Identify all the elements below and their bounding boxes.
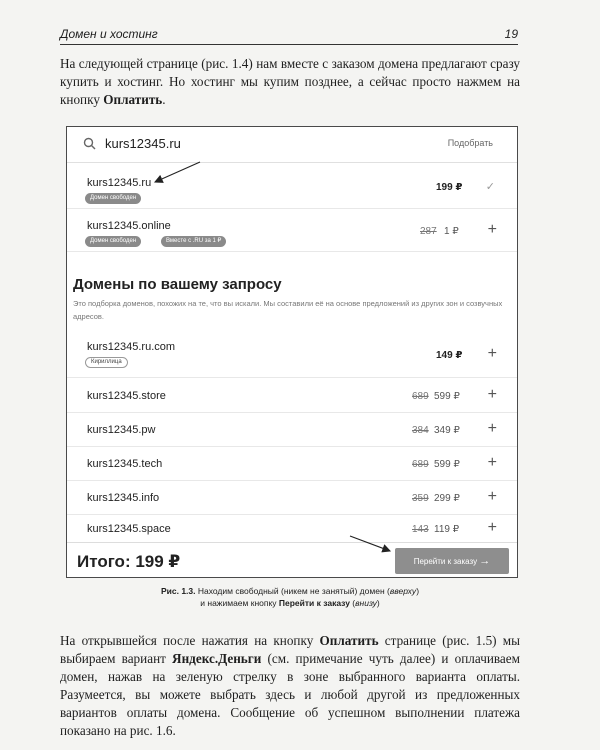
domain-price: 199 ₽ (436, 182, 463, 193)
domain-row[interactable] (67, 331, 517, 378)
total-label: Итого: (77, 552, 131, 571)
checkout-button[interactable] (395, 548, 509, 574)
domain-row[interactable] (67, 515, 517, 542)
page-number: 19 (504, 27, 518, 41)
domain-row[interactable] (67, 481, 517, 515)
domain-name: kurs12345.ru (87, 177, 152, 189)
domain-name: kurs12345.online (87, 220, 171, 232)
caption-bold: Перейти к заказу (278, 598, 350, 608)
arrow-right-icon: → (479, 555, 491, 567)
screenshot-figure (66, 126, 518, 578)
domain-name: kurs12345.store (87, 390, 166, 402)
checkout-button-label: Перейти к заказу (413, 557, 478, 566)
domain-price: 149 ₽ (436, 350, 463, 361)
status-badge: Домен свободен (85, 193, 141, 204)
domain-price: 299 ₽ (434, 493, 460, 504)
domain-row[interactable] (67, 163, 517, 209)
paragraph-text: . (162, 92, 166, 107)
domain-row[interactable] (67, 378, 517, 413)
figure-caption (60, 585, 520, 609)
paragraph-text: На следующей странице (рис. 1.4) нам вместе с заказом домена предлагают сразу купить и хостинг. Но хостинг мы купим позднее, а сейчас просто нажмем на кнопку (60, 56, 520, 107)
paragraph-payment (60, 632, 520, 740)
running-head (60, 24, 518, 45)
paragraph-intro (60, 55, 520, 109)
status-badge: Домен свободен (85, 236, 141, 247)
domain-row[interactable] (67, 447, 517, 481)
old-price: 143 (412, 524, 429, 535)
paragraph-text: странице (рис. 1.5) мы выбираем вариант (60, 633, 520, 666)
paragraph-bold: Оплатить (103, 92, 163, 107)
domain-price: 119 ₽ (434, 524, 460, 535)
plus-icon[interactable]: + (487, 488, 497, 505)
plus-icon[interactable]: + (487, 345, 497, 362)
total-amount: 199 ₽ (135, 552, 181, 571)
section-title: Домен и хостинг (60, 27, 158, 41)
caption-italic: внизу (355, 598, 377, 608)
plus-icon[interactable]: + (487, 454, 497, 471)
old-price: 689 (412, 391, 429, 402)
plus-icon[interactable]: + (487, 519, 497, 536)
caption-italic: вверху (389, 586, 417, 596)
order-total (77, 552, 180, 572)
domain-name: kurs12345.pw (87, 424, 156, 436)
domain-price: 1 ₽ (444, 226, 459, 237)
old-price: 359 (412, 493, 429, 504)
suggestions-title: Домены по вашему запросу (73, 276, 282, 293)
search-input[interactable]: kurs12345.ru (105, 136, 181, 151)
check-icon[interactable]: ✓ (485, 181, 495, 193)
domain-name: kurs12345.ru.com (87, 341, 176, 353)
old-price: 689 (412, 459, 429, 470)
plus-icon[interactable]: + (487, 221, 497, 238)
total-bar (67, 542, 517, 578)
suggestions-description: Это подборка доменов, похожих на те, что вы искали. Мы составили её на основе предложений из других зон и созвучных адресов. (73, 299, 503, 321)
promo-badge: Вместе с .RU за 1 ₽ (161, 236, 226, 247)
caption-text: и нажимаем кнопку (200, 598, 279, 608)
paragraph-text: На открывшейся после нажатия на кнопку (60, 633, 320, 648)
domain-price: 599 ₽ (434, 391, 460, 402)
caption-label: Рис. 1.3. (160, 586, 196, 596)
plus-icon[interactable]: + (487, 420, 497, 437)
pick-button[interactable]: Подобрать (447, 138, 493, 148)
domain-row[interactable] (67, 413, 517, 447)
cyrillic-badge: Кириллица (85, 357, 128, 368)
domain-name: kurs12345.tech (87, 458, 163, 470)
caption-text: Находим свободный (никем не занятый) домен ( (195, 586, 390, 596)
domain-price: 599 ₽ (434, 459, 460, 470)
plus-icon[interactable]: + (487, 386, 497, 403)
paragraph-bold: Яндекс.Деньги (172, 651, 262, 666)
domain-row[interactable] (67, 209, 517, 252)
caption-text: ( (349, 598, 356, 608)
old-price: 287 (420, 226, 437, 237)
search-icon (83, 137, 96, 155)
paragraph-bold: Оплатить (319, 633, 379, 648)
old-price: 384 (412, 425, 429, 436)
caption-text: ) (416, 586, 420, 596)
domain-name: kurs12345.info (87, 492, 160, 504)
domain-name: kurs12345.space (87, 523, 171, 535)
caption-text: ) (376, 598, 380, 608)
paragraph-text: (см. примечание чуть далее) и оплачиваем домен, нажав на зеленую стрелку в зоне выбранного варианта оплаты. Разумеется, вы можете выбрать здесь и любой другой из предложенных вариантов оплаты домена. Сообщение об успешном выполнении платежа показано на рис. 1.6. (60, 651, 520, 738)
search-row (67, 127, 517, 163)
domain-price: 349 ₽ (434, 425, 460, 436)
